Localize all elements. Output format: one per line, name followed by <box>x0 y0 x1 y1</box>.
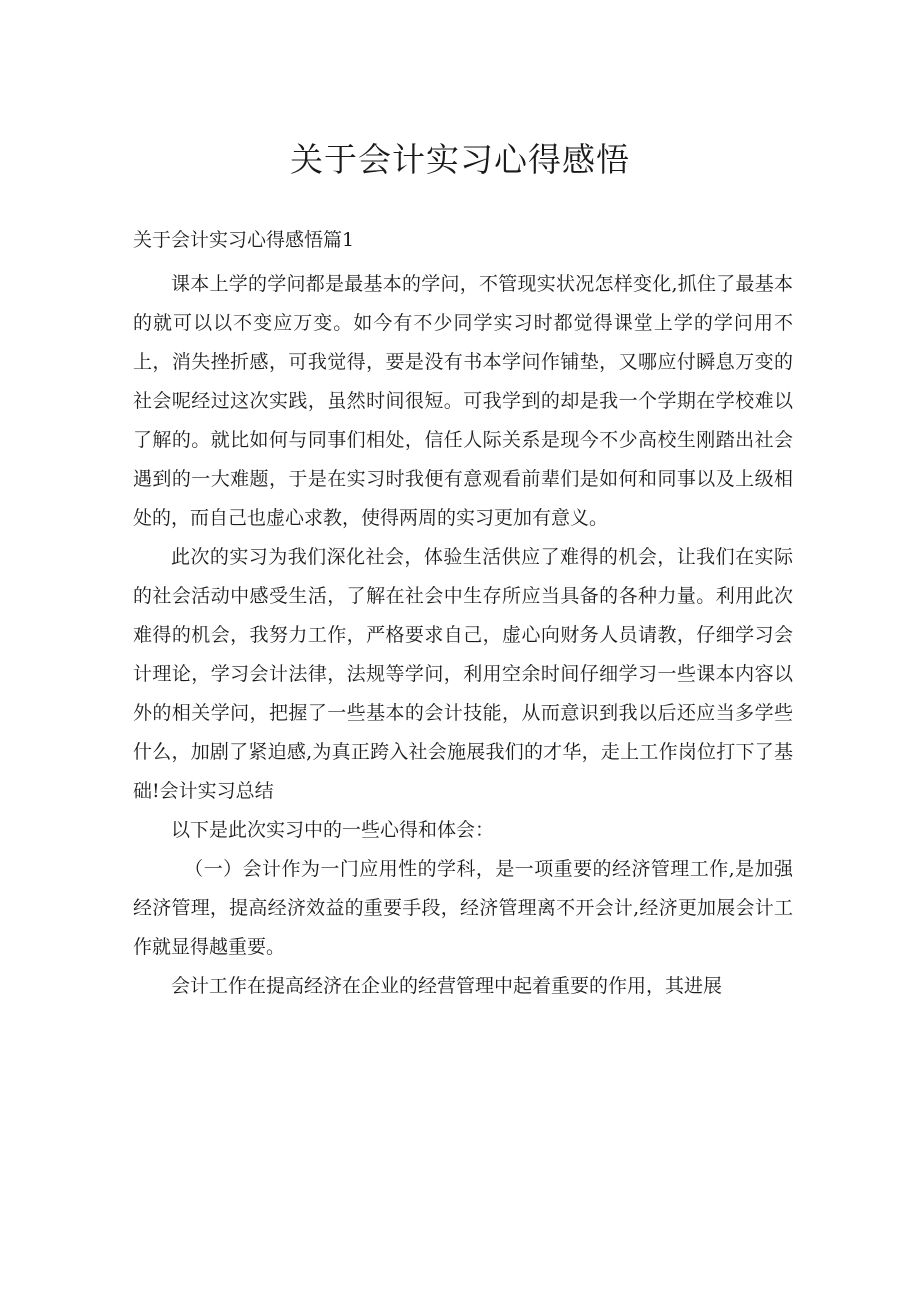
paragraph-2: 此次的实习为我们深化社会，体验生活供应了难得的机会，让我们在实际的社会活动中感受生活，了解在社会中生存所应当具备的各种力量。利用此次难得的机会，我努力工作，严格要求自己，虚心向财务人员请教，仔细学习会计理论，学习会计法律，法规等学问，利用空余时间仔细学习一些课本内容以外的相关学问，把握了一些基本的会计技能，从而意识到我以后还应当多学些什么，加剧了紧迫感,为真正跨入社会施展我们的才华，走上工作岗位打下了基础!会计实习总结 <box>133 546 793 802</box>
paragraph-3: 以下是此次实习中的一些心得和体会： <box>171 819 495 841</box>
document-subtitle: 关于会计实习心得感悟篇1 <box>133 229 355 251</box>
document-body <box>133 265 793 1006</box>
paragraph-5: 会计工作在提高经济在企业的经营管理中起着重要的作用，其进展 <box>171 975 723 997</box>
document-title: 关于会计实习心得感悟 <box>290 140 630 179</box>
paragraph-4: （一）会计作为一门应用性的学科，是一项重要的经济管理工作,是加强经济管理，提高经济效益的重要手段，经济管理离不开会计,经济更加展会计工作就显得越重要。 <box>133 858 793 958</box>
paragraph-1: 课本上学的学问都是最基本的学问，不管现实状况怎样变化,抓住了最基本的就可以以不变应万变。如今有不少同学实习时都觉得课堂上学的学问用不上，消失挫折感，可我觉得，要是没有书本学问作铺垫，又哪应付瞬息万变的社会呢经过这次实践，虽然时间很短。可我学到的却是我一个学期在学校难以了解的。就比如何与同事们相处，信任人际关系是现今不少高校生刚踏出社会遇到的一大难题，于是在实习时我便有意观看前辈们是如何和同事以及上级相处的，而自己也虚心求教，使得两周的实习更加有意义。 <box>133 273 793 529</box>
